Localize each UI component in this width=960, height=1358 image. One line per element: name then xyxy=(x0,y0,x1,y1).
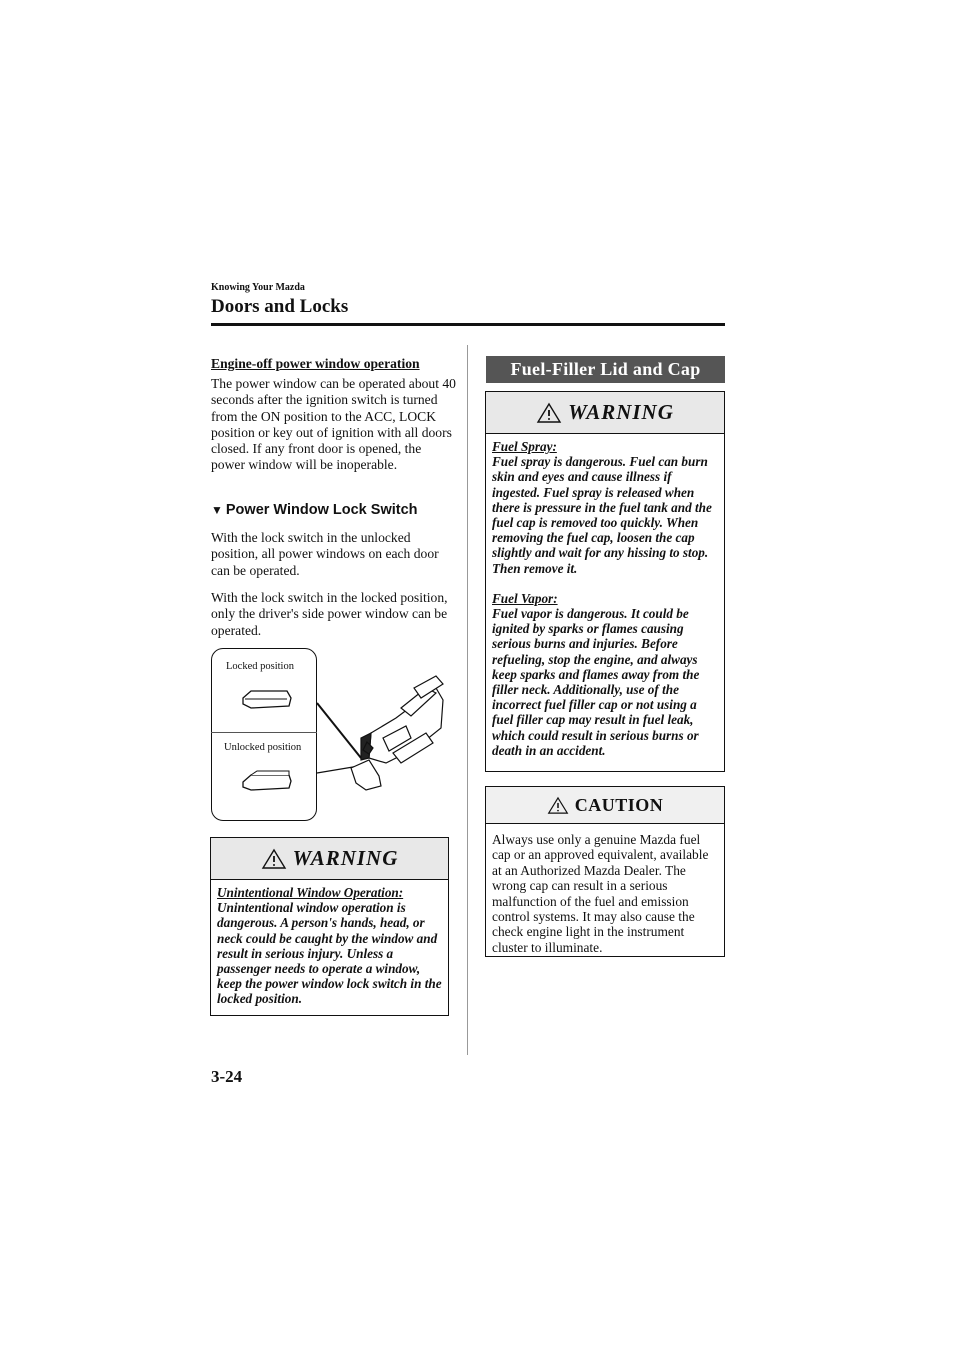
column-divider xyxy=(467,345,468,1055)
unlocked-switch-icon xyxy=(243,771,291,790)
fuel-vapor-subtitle: Fuel Vapor: xyxy=(492,590,558,606)
warning-triangle-icon xyxy=(536,402,562,424)
window-warning-body xyxy=(211,880,448,1013)
warning-triangle-icon xyxy=(261,848,287,870)
fuel-caution-title: CAUTION xyxy=(574,794,664,815)
window-warning-subtitle: Unintentional Window Operation: xyxy=(217,885,404,900)
window-warning-title: WARNING xyxy=(292,846,399,870)
window-warning-header xyxy=(211,838,448,880)
fuel-warning-box xyxy=(485,391,725,772)
fuel-spray-text: Fuel spray is dangerous. Fuel can burn skin and eyes and cause illness if ingested. Fuel spray is released when there is pressure in the fuel tank and the fuel cap is removed too quickly. When removing the fuel cap, loosen the cap slightly and wait for any hissing to stop. Then remove it. xyxy=(492,454,712,576)
spacer xyxy=(492,576,718,591)
lock-switch-paragraph-1: With the lock switch in the unlocked position, all power windows on each door can be operated. xyxy=(211,530,439,578)
fuel-spray-subtitle: Fuel Spray: xyxy=(492,439,557,454)
fuel-caution-text: Always use only a genuine Mazda fuel cap or an approved equivalent, available at an Authorized Mazda Dealer. The wrong cap can result in a serious malfunction of the fuel and emission control systems. It may also cause the check engine light in the instrument cluster to illuminate. xyxy=(492,832,709,955)
fuel-warning-title: WARNING xyxy=(568,400,674,424)
unlocked-position-label: Unlocked position xyxy=(224,742,302,753)
window-warning-text: Unintentional window operation is dangerous. A person's hands, head, or neck could be caught by the window and result in serious injury. Unless a passenger needs to operate a window, keep the power window lock switch in the locked position. xyxy=(217,900,442,1007)
locked-switch-icon xyxy=(243,691,291,708)
triangle-bullet-icon: ▼ xyxy=(211,503,223,517)
fuel-caution-box xyxy=(485,786,725,957)
lock-switch-heading-text: Power Window Lock Switch xyxy=(225,502,418,518)
engine-off-heading: Engine-off power window operation xyxy=(211,356,420,371)
header-rule xyxy=(211,323,725,326)
fuel-caution-header xyxy=(486,787,724,824)
fuel-filler-banner: Fuel-Filler Lid and Cap xyxy=(486,356,725,383)
lock-switch-paragraph-2: With the lock switch in the locked position, only the driver's side power window can be operated. xyxy=(211,590,448,638)
page-number: 3-24 xyxy=(211,1067,243,1086)
chapter-label: Knowing Your Mazda xyxy=(211,282,305,293)
locked-position-label: Locked position xyxy=(226,661,294,672)
section-title: Doors and Locks xyxy=(211,296,349,317)
fuel-vapor-text: Fuel vapor is dangerous. It could be ignited by sparks or flames causing serious burns and injuries. Before refueling, stop the engine, and always keep sparks and flames away from the filler neck. Additionally, use of the incorrect fuel filler cap or not using a fuel filler cap may result in fuel leak, which could result in serious burns or death in an accident. xyxy=(492,606,700,758)
window-warning-box xyxy=(210,837,449,1016)
lock-switch-heading xyxy=(211,502,418,518)
door-armrest-icon xyxy=(351,676,443,790)
fuel-warning-body xyxy=(486,434,724,764)
fuel-warning-header xyxy=(486,392,724,434)
lock-switch-illustration xyxy=(211,648,451,823)
caution-triangle-icon xyxy=(547,796,569,815)
engine-off-text: The power window can be operated about 40 seconds after the ignition switch is turned from the ON position to the ACC, LOCK position or key out of ignition with all doors closed. If any front door is opened, the power window will be inoperable. xyxy=(211,376,456,473)
